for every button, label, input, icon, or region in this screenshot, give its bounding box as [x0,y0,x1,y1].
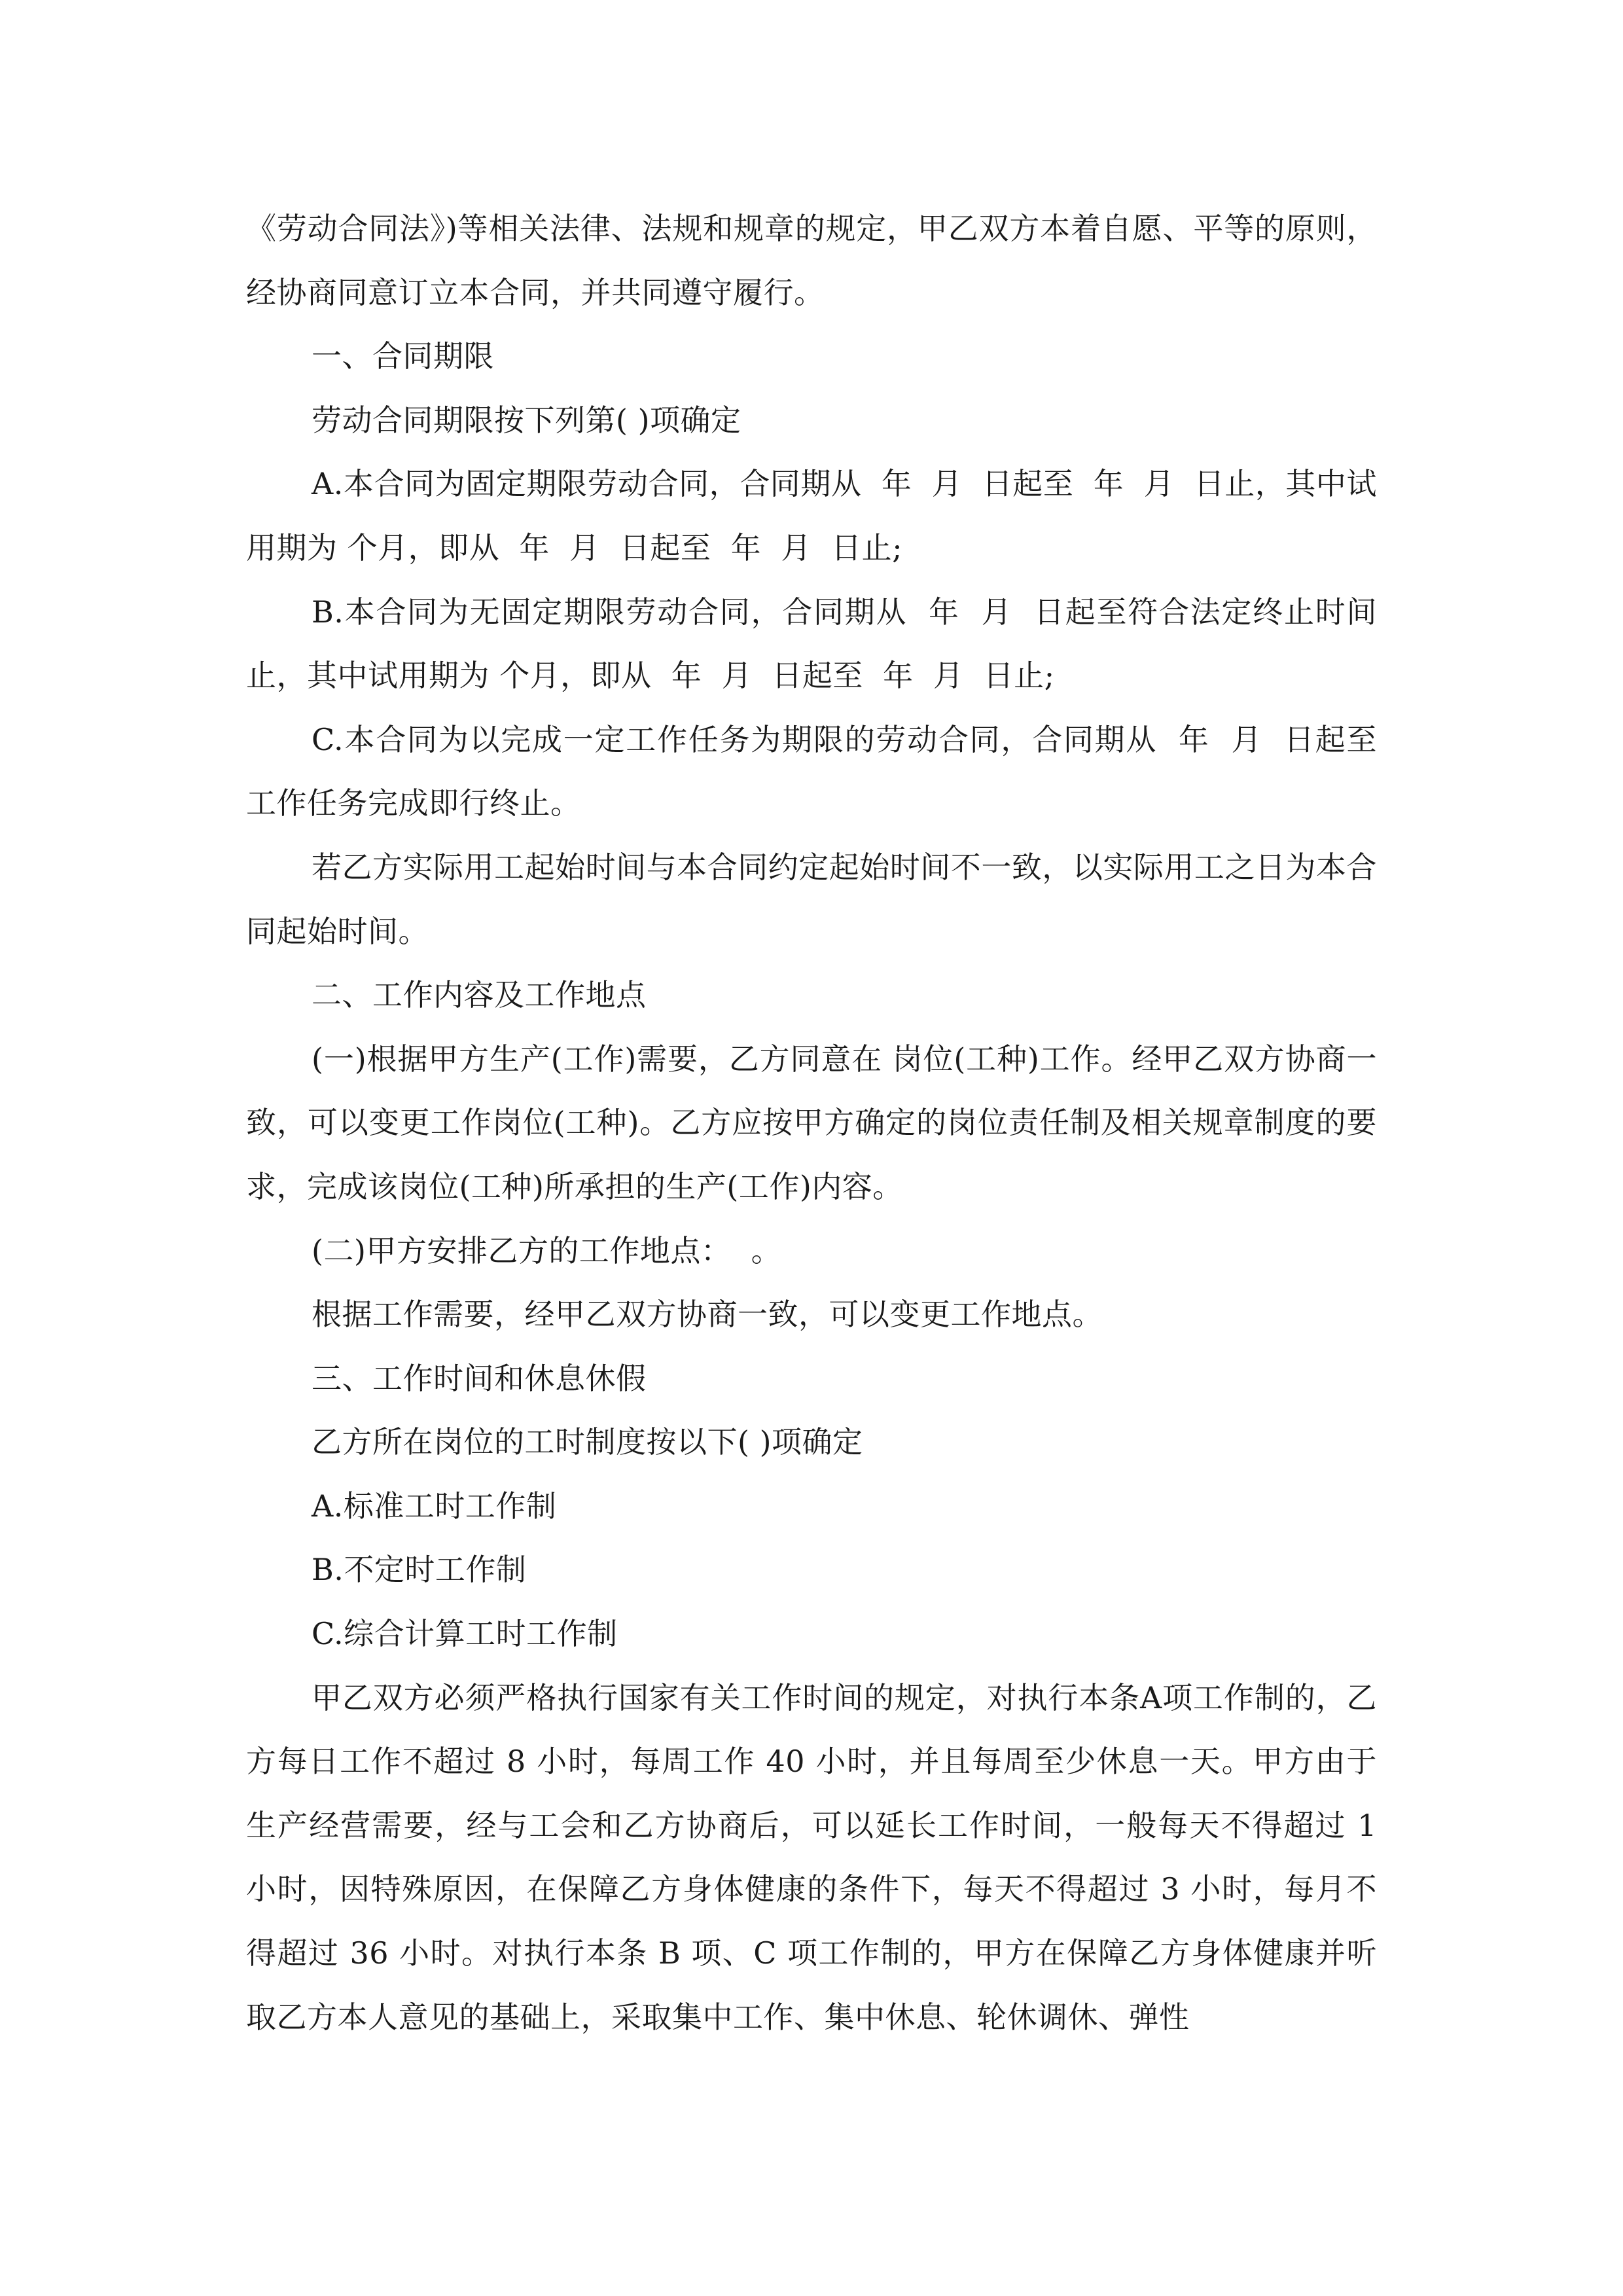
document-body [246,197,1397,2049]
paragraph-work-location: (二)甲方安排乙方的工作地点： 。 [312,1232,782,1268]
paragraph-hours-option-c: C.综合计算工时工作制 [312,1616,618,1652]
section-heading-working-hours: 三、工作时间和休息休假 [312,1360,647,1396]
paragraph-option-b-open-term: B.本合同为无固定期限劳动合同，合同期从 年 月 日起至符合法定终止时间止，其中试用期为 个月，即从 年 月 日起至 年 月 日止; [246,594,1377,694]
section-heading-work-content: 二、工作内容及工作地点 [312,977,647,1013]
section-heading-contract-term: 一、合同期限 [312,338,494,374]
paragraph-hours-selection: 乙方所在岗位的工时制度按以下( )项确定 [312,1424,863,1460]
paragraph-hours-option-b: B.不定时工作制 [312,1552,527,1588]
paragraph-actual-start: 若乙方实际用工起始时间与本合同约定起始时间不一致，以实际用工之日为本合同起始时间。 [246,849,1377,949]
paragraph-hours-option-a: A.标准工时工作制 [312,1488,557,1524]
paragraph-location-change: 根据工作需要，经甲乙双方协商一致，可以变更工作地点。 [312,1297,1103,1333]
paragraph-hours-rules: 甲乙双方必须严格执行国家有关工作时间的规定，对执行本条A项工作制的，乙方每日工作不超过 8 小时，每周工作 40 小时，并且每周至少休息一天。甲方由于生产经营需要，经与工会和乙方协商后，可以延长工作时间，一般每天不得超过 1 小时，因特殊原因，在保障乙方身体健康的条件下，每天不得超过 3 小时，每月不得超过 36 小时。对执行本条 B 项、C 项工作制的，甲方在保障乙方身体健康并听取乙方本人意见的基础上，采取集中工作、集中休息、轮休调休、弹性 [246,1679,1387,2035]
paragraph-term-selection: 劳动合同期限按下列第( )项确定 [312,402,741,438]
paragraph-option-a-fixed-term: A.本合同为固定期限劳动合同，合同期从 年 月 日起至 年 月 日止，其中试用期为 个月，即从 年 月 日起至 年 月 日止; [246,466,1377,565]
paragraph-law-reference: 《劳动合同法》)等相关法律、法规和规章的规定，甲乙双方本着自愿、平等的原则，经协商同意订立本合同，并共同遵守履行。 [246,211,1377,310]
paragraph-option-c-task-term: C.本合同为以完成一定工作任务为期限的劳动合同，合同期从 年 月 日起至 工作任务完成即行终止。 [246,721,1397,821]
paragraph-work-position: (一)根据甲方生产(工作)需要，乙方同意在 岗位(工种)工作。经甲乙双方协商一致，可以变更工作岗位(工种)。乙方应按甲方确定的岗位责任制及相关规章制度的要求，完成该岗位(工种)所承担的生产(工作)内容。 [246,1041,1377,1204]
